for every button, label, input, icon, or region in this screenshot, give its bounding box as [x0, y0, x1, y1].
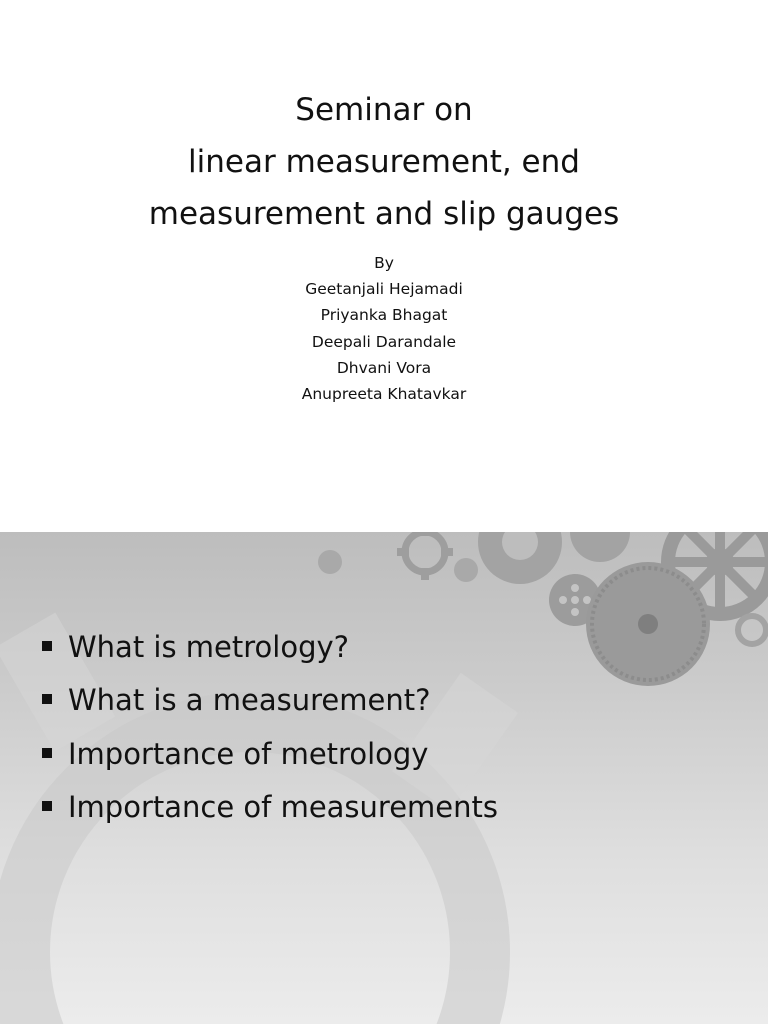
by-label: By — [374, 254, 394, 272]
author-name: Priyanka Bhagat — [320, 306, 448, 325]
square-bullet-icon — [42, 694, 52, 704]
square-bullet-icon — [42, 641, 52, 651]
author-name: Deepali Darandale — [311, 332, 457, 351]
title-line: linear measurement, end — [188, 144, 580, 180]
title-line: Seminar on — [295, 92, 473, 128]
slide-title — [40, 84, 728, 240]
author-list — [0, 250, 768, 407]
author-name: Geetanjali Hejamadi — [305, 280, 463, 299]
list-item — [42, 674, 498, 728]
square-bullet-icon — [42, 748, 52, 758]
list-item-text: Importance of metrology — [68, 736, 429, 771]
agenda-slide — [0, 532, 768, 1024]
list-item-text: Importance of measurements — [68, 790, 499, 825]
list-item — [42, 727, 498, 781]
square-bullet-icon — [42, 801, 52, 811]
list-item-text: What is metrology? — [68, 629, 350, 664]
author-name: Dhvani Vora — [336, 358, 432, 377]
author-name: Anupreeta Khatavkar — [301, 385, 467, 404]
list-item — [42, 620, 498, 674]
list-item — [42, 781, 498, 835]
agenda-list — [42, 620, 498, 834]
list-item-text: What is a measurement? — [68, 683, 431, 718]
title-line: measurement and slip gauges — [148, 196, 620, 232]
